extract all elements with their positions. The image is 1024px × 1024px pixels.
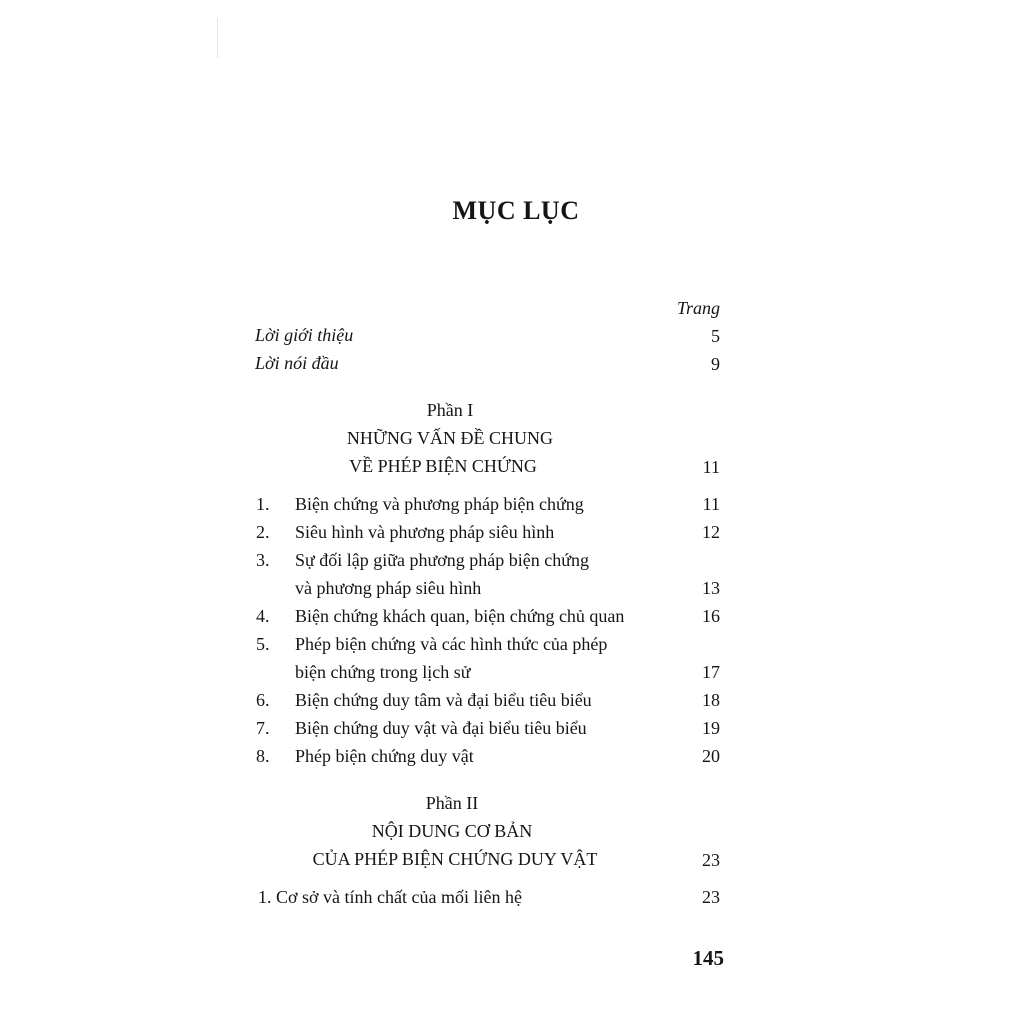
toc-item-text[interactable]: Phép biện chứng duy vật — [295, 746, 474, 766]
toc-item-text-continued[interactable]: biện chứng trong lịch sử — [295, 662, 471, 682]
toc-item-number: 5. — [256, 634, 270, 654]
page-column-header: Trang — [676, 298, 720, 318]
toc-item-text-continued[interactable]: và phương pháp siêu hình — [295, 578, 482, 598]
toc-item-page: 19 — [702, 718, 720, 738]
part-title-line1: NỘI DUNG CƠ BẢN — [371, 821, 533, 841]
toc-item-page: 13 — [702, 578, 720, 598]
toc-item-text[interactable]: Biện chứng khách quan, biện chứng chủ quan — [295, 606, 625, 626]
toc-item-text[interactable]: Phép biện chứng và các hình thức của phép — [295, 634, 608, 654]
page-edge-shadow — [217, 18, 218, 58]
toc-item-text[interactable]: 1. Cơ sở và tính chất của mối liên hệ — [258, 887, 522, 907]
toc-entry-page: 9 — [711, 354, 720, 374]
toc-item-page: 16 — [702, 606, 720, 626]
toc-entry-label[interactable]: Lời nói đầu — [255, 353, 339, 373]
part-title-line2: VỀ PHÉP BIỆN CHỨNG — [349, 456, 537, 476]
part-page: 11 — [702, 457, 720, 477]
toc-item-page: 23 — [702, 887, 720, 907]
toc-item-page: 12 — [702, 522, 720, 542]
toc-item-number: 8. — [256, 746, 270, 766]
part-title-line1: NHỮNG VẤN ĐỀ CHUNG — [346, 428, 554, 448]
toc-entry-label[interactable]: Lời giới thiệu — [255, 325, 354, 345]
toc-item-text[interactable]: Biện chứng duy tâm và đại biểu tiêu biểu — [295, 690, 592, 710]
toc-item-text[interactable]: Sự đối lập giữa phương pháp biện chứng — [295, 550, 590, 570]
toc-item-number: 6. — [256, 690, 270, 710]
page-title: MỤC LỤC — [452, 196, 580, 225]
toc-item-text[interactable]: Siêu hình và phương pháp siêu hình — [295, 522, 555, 542]
toc-item-number: 7. — [256, 718, 270, 738]
toc-item-page: 17 — [702, 662, 720, 682]
toc-item-number: 1. — [256, 494, 270, 514]
toc-item-page: 18 — [702, 690, 720, 710]
toc-entry-page: 5 — [711, 326, 720, 346]
page-number: 145 — [692, 946, 724, 970]
part-page: 23 — [702, 850, 720, 870]
part-title-line2: CỦA PHÉP BIỆN CHỨNG DUY VẬT — [312, 849, 598, 869]
toc-item-text[interactable]: Biện chứng duy vật và đại biểu tiêu biểu — [295, 718, 587, 738]
toc-item-page: 20 — [702, 746, 720, 766]
toc-item-number: 4. — [256, 606, 270, 626]
part-label: Phần I — [426, 400, 474, 420]
toc-item-text[interactable]: Biện chứng và phương pháp biện chứng — [295, 494, 584, 514]
toc-item-number: 3. — [256, 550, 270, 570]
part-label: Phần II — [425, 793, 479, 813]
toc-item-page: 11 — [702, 494, 720, 514]
toc-item-number: 2. — [256, 522, 270, 542]
